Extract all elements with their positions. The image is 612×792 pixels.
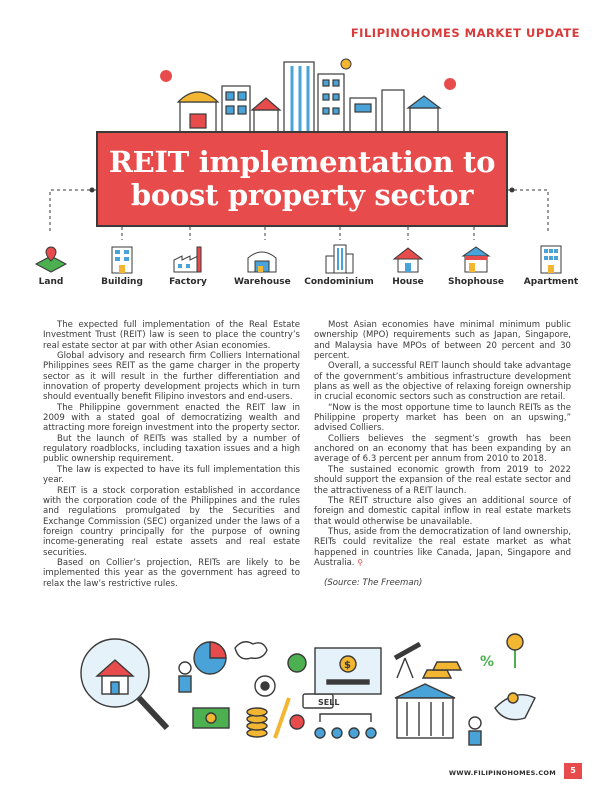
header-title: FILIPINOHOMES MARKET UPDATE bbox=[350, 26, 580, 40]
building-icon bbox=[105, 244, 139, 274]
percent-sign: % bbox=[480, 654, 495, 670]
land-icon bbox=[34, 244, 68, 274]
article-paragraph: “Now is the most opportune time to launch REITs as the Philippine property market has been on an upswing,” advised Colliers. bbox=[314, 402, 571, 434]
article-paragraph: The expected full implementation of the Real Estate Investment Trust (REIT) law is seen to place the country’s real estate sector at par with other Asian economies. bbox=[43, 320, 300, 351]
condominium-icon bbox=[322, 244, 356, 274]
article-paragraph-text: Thus, aside from the democratization of land ownership, REITs could revitalize the real estate market as what happened in countries like Canada, Japan, Singapore and Australia. bbox=[314, 526, 571, 568]
category-apartment bbox=[522, 244, 580, 287]
shophouse-icon bbox=[459, 244, 493, 274]
category-label: Apartment bbox=[523, 277, 579, 287]
article-paragraph: The Philippine government enacted the REIT law in 2009 with a stated goal of democratizing wealth and attracting more foreign investment into the property sector. bbox=[43, 402, 300, 434]
category-label: Shophouse bbox=[448, 277, 504, 287]
house-icon bbox=[391, 244, 425, 274]
category-label: Building bbox=[101, 277, 143, 287]
category-shophouse bbox=[448, 244, 504, 287]
article-paragraph: The REIT structure also gives an additional source of foreign and domestic capital inflow in real estate markets that would otherwise be unavailable. bbox=[314, 495, 571, 527]
article-paragraph: Colliers believes the segment’s growth has been anchored on an economy that has been expanding by an average of 6.3 percent per annum from 2010 to 2018. bbox=[314, 433, 571, 465]
category-land bbox=[32, 244, 70, 287]
article-paragraph: The sustained economic growth from 2019 to 2022 should support the expansion of the real estate sector and the attractiveness of a REIT launch. bbox=[314, 464, 571, 496]
article-source: (Source: The Freeman) bbox=[324, 578, 423, 589]
factory-icon bbox=[171, 244, 205, 274]
category-building bbox=[100, 244, 144, 287]
article-paragraph bbox=[314, 527, 571, 568]
category-label: House bbox=[392, 277, 424, 287]
article-paragraph: Global advisory and research firm Colliers International Philippines sees REIT as the game charger in the property sector as it will result in the further differentiation and innovation of property development projects which in turn should eventually benefit Filipino investors and end-users. bbox=[43, 351, 300, 403]
category-label: Condominium bbox=[304, 277, 374, 287]
article-paragraph: Most Asian economies have minimal minimum public ownership (MPO) requirements such as Japan, Singapore, and Malaysia have MPOs of between 20 percent and 30 percent. bbox=[314, 320, 571, 362]
article-title-line-2: boost property sector bbox=[130, 178, 474, 212]
city-skyline-illustration bbox=[150, 52, 470, 140]
article-paragraph: Overall, a successful REIT launch should take advantage of the government’s ambitious infrastructure development plans as well as the objective of relaxing foreign ownership in crucial economic sectors such as construction are retail. bbox=[314, 361, 571, 403]
apartment-icon bbox=[534, 244, 568, 274]
certificate-dollar-sign: $ bbox=[344, 660, 351, 671]
article-column-right bbox=[314, 320, 571, 589]
category-factory bbox=[166, 244, 210, 287]
category-label: Warehouse bbox=[234, 277, 291, 287]
article-paragraph: The law is expected to have its full implementation this year. bbox=[43, 464, 300, 486]
category-house bbox=[390, 244, 426, 287]
category-condominium bbox=[304, 244, 374, 287]
article-title-line-1: REIT implementation to bbox=[108, 145, 496, 179]
page-number: 5 bbox=[564, 763, 582, 779]
banner-connector-lines bbox=[0, 180, 612, 240]
article-paragraph: REIT is a stock corporation established in accordance with the corporation code of the Philippines and the rules and regulations promulgated by the Securities and Exchange Commission (SEC) organized under the laws of a foreign country principally for the purpose of owning income-generating real estate assets and real estate securities. bbox=[43, 485, 300, 558]
article-paragraph: Based on Collier’s projection, REITs are likely to be implemented this year as the government has agreed to relax the law’s restrictive rules. bbox=[43, 557, 300, 589]
property-type-icons bbox=[28, 244, 584, 300]
investment-illustration bbox=[75, 618, 545, 768]
footer-website-url: WWW.FILIPINOHOMES.COM bbox=[448, 769, 556, 777]
category-warehouse bbox=[234, 244, 290, 287]
article-paragraph: But the launch of REITs was stalled by a number of regulatory roadblocks, including taxation issues and a high public ownership requirement. bbox=[43, 433, 300, 465]
warehouse-icon bbox=[245, 244, 279, 274]
sell-tag-label: SELL bbox=[318, 698, 340, 707]
article-column-left bbox=[43, 320, 300, 589]
end-mark-pin-icon: ⚲ bbox=[357, 557, 364, 567]
category-label: Land bbox=[38, 277, 64, 287]
category-label: Factory bbox=[169, 277, 207, 287]
